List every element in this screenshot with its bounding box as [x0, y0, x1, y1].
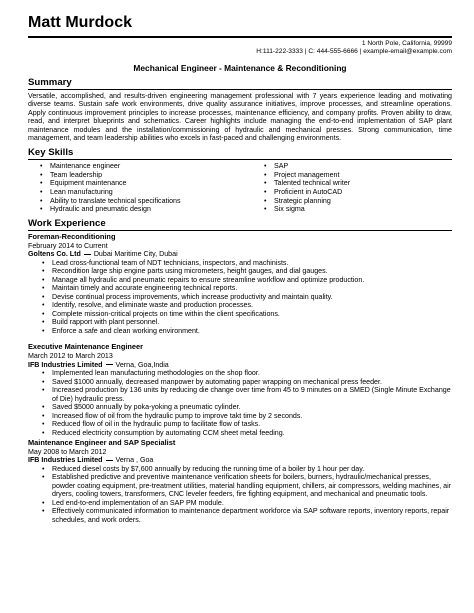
experience-heading: Work Experience — [28, 218, 106, 230]
experience-rule — [28, 230, 452, 231]
separator-dash — [84, 254, 91, 255]
company-line — [28, 456, 452, 465]
skills-column-left — [28, 162, 250, 214]
professional-headline: Mechanical Engineer - Maintenance & Reconditioning — [133, 62, 347, 73]
skill-item: • Talented technical writer — [274, 179, 350, 188]
skill-item: • Equipment maintenance — [50, 179, 250, 188]
summary-text: Versatile, accomplished, and results-driven engineering management professional with 7 years experience leading and motivating diverse teams. Sustain safe work environments, drive quality assurance initiatives, improve processes, and streamline operations. Apply continuous improvement principles to increase processes, maintenance efficiency, and company profits. Proven ability to draw, read, and interpret blueprints and schematics. Career highlights include managing the end-to-end implementation of SAP plant maintenance modules and the installation/commissioning of hydraulic and mechanical presses. Strong communication, time management, and team leadership abilities who excels in fast-paced and challenging environments. — [28, 91, 452, 143]
job-bullet: • Manage all hydraulic and pneumatic repairs to ensure streamline workflow and optimize production. — [52, 276, 452, 285]
contact-block — [28, 40, 452, 57]
skill-item: • Team leadership — [50, 171, 250, 180]
job-bullet: • Implemented lean manufacturing methodologies on the shop floor. — [52, 369, 452, 378]
skills-rule — [28, 159, 452, 160]
skill-item: • Maintenance engineer — [50, 162, 250, 171]
job-bullet: • Reduced diesel costs by $7,600 annually by reducing the running time of a boiler by 1 hour per day. — [52, 465, 452, 474]
job-bullet: • Reduced flow of oil in the hydraulic pump to facilitate flow of tasks. — [52, 420, 452, 429]
candidate-name: Matt Murdock — [28, 14, 132, 31]
job-bullet: • Enforce a safe and clean working environment. — [52, 327, 452, 336]
skills-column-right — [250, 162, 350, 214]
job-title: Executive Maintenance Engineer — [28, 342, 144, 352]
skill-item: • Ability to translate technical specifications — [50, 197, 250, 206]
job-bullets — [28, 465, 452, 525]
company-name: IFB Industries Limited — [28, 360, 103, 369]
job-title: Maintenance Engineer and SAP Specialist — [28, 438, 176, 448]
company-line — [28, 250, 452, 259]
job-bullet: • Devise continual process improvements, which increase productivity and maintain quality. — [52, 293, 452, 302]
skills-list — [28, 162, 452, 214]
skill-item: • Proficient in AutoCAD — [274, 188, 350, 197]
company-name: Goltens Co. Ltd — [28, 250, 81, 259]
skill-item: • Strategic planning — [274, 197, 350, 206]
job-bullet: • Increased production by 136 units by reducing die change over time from 45 to 9 minutes on a SMED (Single Minute Exchange of Die) hydraulic press. — [52, 386, 452, 403]
job-dates: March 2012 to March 2013 — [28, 352, 113, 361]
skill-item: • Lean manufacturing — [50, 188, 250, 197]
job-bullet: • Saved $1000 annually, decreased manpower by automating paper wrapping on mechanical press feeder. — [52, 378, 452, 387]
company-location: Verna, Goa,India — [115, 360, 169, 369]
job-bullet: • Established predictive and preventive maintenance verification sheets for boilers, burners, hydraulic/mechanical presses, powder coating equipment, pre-treatment utilities, material handling equipment, chillers, air compressors, welding machines, air dryers, cooling towers, transformers, CNC leveler feeders, fire fighting equipment, and mechanical and pneumatic tools. — [52, 473, 452, 499]
address-line: 1 North Pole, California, 99999 — [361, 40, 452, 47]
header-rule — [28, 36, 452, 38]
job-bullet: • Led end-to-end implementation of an SAP PM module. — [52, 499, 452, 508]
job-entry — [28, 439, 452, 524]
skill-item: • Hydraulic and pneumatic design — [50, 205, 250, 214]
summary-rule — [28, 89, 452, 90]
job-bullet: • Effectively communicated information to maintenance department workforce via SAP software reports, inventory reports, repair schedules, and work orders. — [52, 507, 452, 524]
summary-heading: Summary — [28, 76, 72, 88]
separator-dash — [106, 460, 113, 461]
skill-item: • SAP — [274, 162, 350, 171]
job-bullet: • Reduced electricity consumption by automating CCM sheet metal feeding. — [52, 429, 452, 438]
job-bullet: • Lead cross-functional team of NDT technicians, inspectors, and machinists. — [52, 259, 452, 268]
job-entry — [28, 233, 452, 335]
job-bullet: • Recondition large ship engine parts using micrometers, height gauges, and dial gauges. — [52, 267, 452, 276]
job-bullets — [28, 369, 452, 437]
separator-dash — [106, 364, 113, 365]
job-bullet: • Build rapport with plant personnel. — [52, 318, 452, 327]
job-bullet: • Saved $5000 annually by poka-yoking a pneumatic cylinder. — [52, 403, 452, 412]
company-name: IFB Industries Limited — [28, 456, 103, 465]
company-location: Dubai Maritime City, Dubai — [93, 250, 178, 259]
job-bullet: • Increased flow of oil from the hydraulic pump to improve takt time by 2 seconds. — [52, 412, 452, 421]
job-dates: February 2014 to Current — [28, 241, 108, 250]
job-entry — [28, 343, 452, 437]
contact-line: H:111-222-3333 | C: 444-555-6666 | example-email@example.com — [256, 48, 452, 56]
job-bullet: • Maintain timely and accurate engineering technical reports. — [52, 284, 452, 293]
company-line — [28, 361, 452, 370]
job-title: Foreman-Reconditioning — [28, 232, 116, 242]
job-dates: May 2008 to March 2012 — [28, 447, 107, 456]
skills-heading: Key Skills — [28, 146, 74, 158]
job-bullet: • Identify, resolve, and eliminate waste and production processes. — [52, 301, 452, 310]
skill-item: • Project management — [274, 171, 350, 180]
job-bullet: • Complete mission-critical projects on time within the client specifications. — [52, 310, 452, 319]
skill-item: • Six sigma — [274, 205, 350, 214]
company-location: Verna , Goa — [115, 456, 154, 465]
job-bullets — [28, 259, 452, 336]
